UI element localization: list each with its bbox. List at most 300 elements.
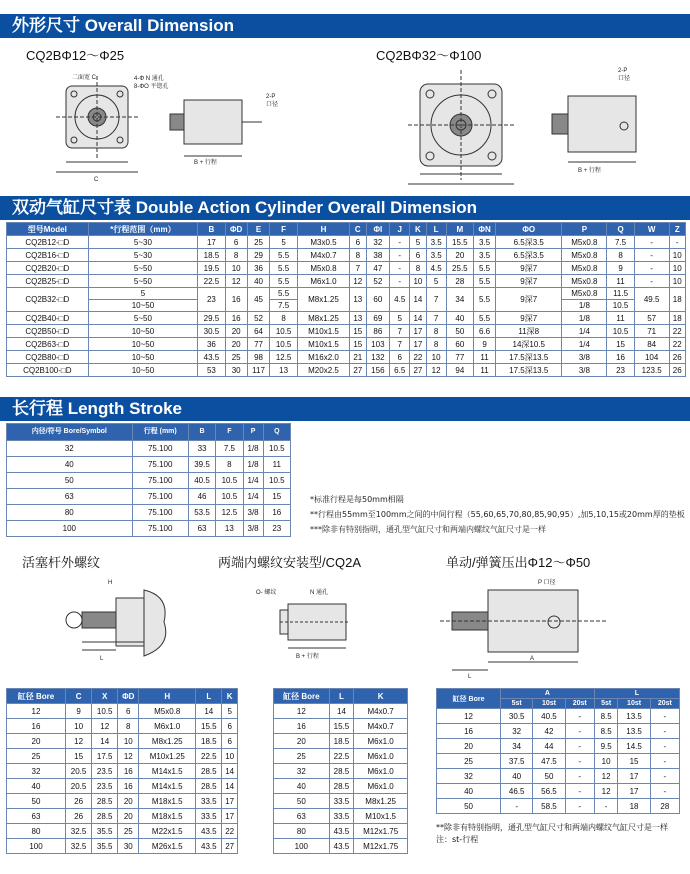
section-overall-dimension: 外形尺寸 Overall Dimension <box>0 14 690 38</box>
table-cell: 104 <box>634 351 669 364</box>
table-cell: 5 <box>426 275 446 288</box>
table-row <box>7 325 686 338</box>
table-cell: 20 <box>437 739 501 754</box>
rod-header-cell: L <box>196 689 222 704</box>
table-cell: 30.5 <box>198 325 225 338</box>
table-cell: 16 <box>118 764 139 779</box>
table-cell: 9.5 <box>594 739 618 754</box>
table-cell: 20.5 <box>66 764 92 779</box>
table-cell: 32 <box>437 769 501 784</box>
table-cell: 35.5 <box>92 839 118 854</box>
table-cell: 16 <box>118 779 139 794</box>
table-cell: 86 <box>366 325 390 338</box>
table-cell: 15 <box>618 754 650 769</box>
table-cell: M12x1.75 <box>354 824 408 839</box>
table-cell: M6x1.0 <box>354 734 408 749</box>
table-cell: 40 <box>247 275 270 288</box>
main-header-cell: K <box>410 223 426 236</box>
female-header-row <box>274 689 408 704</box>
table-cell: 13.5 <box>618 709 650 724</box>
small-bore-drawing <box>36 66 316 190</box>
label-2p: 2-P <box>266 94 276 100</box>
table-cell: 38 <box>366 249 390 262</box>
table-cell: 63 <box>7 809 66 824</box>
table-cell: 16 <box>225 312 247 325</box>
table-cell: 20 <box>118 809 139 824</box>
label-4n: 4-Φ N 通孔 <box>134 76 164 82</box>
table-cell: 50 <box>274 794 330 809</box>
table-row <box>437 754 680 769</box>
table-cell: M14x1.5 <box>139 779 196 794</box>
large-side-body <box>568 96 636 152</box>
table-row <box>7 824 238 839</box>
table-cell: 5.5 <box>474 288 496 312</box>
table-cell: CQ2B40-□D <box>7 312 89 325</box>
table-row <box>274 779 408 794</box>
table-cell: 8 <box>118 719 139 734</box>
table-cell: 22 <box>669 338 685 351</box>
table-cell: 33 <box>188 441 215 457</box>
table-cell: 75.100 <box>132 489 188 505</box>
table-cell: 8 <box>410 262 426 275</box>
table-cell: 10.5 <box>270 338 297 351</box>
table-cell: 16 <box>225 288 247 312</box>
table-cell: 46 <box>188 489 215 505</box>
spring-header-row <box>437 689 680 699</box>
table-cell: 5~50 <box>88 312 198 325</box>
table-cell: 9深7 <box>496 262 562 275</box>
spring-header-a: A <box>501 689 595 699</box>
table-cell: 80 <box>7 505 133 521</box>
table-cell: 23.5 <box>92 779 118 794</box>
table-cell: 49.5 <box>634 288 669 312</box>
table-cell: 15.5 <box>446 236 473 249</box>
table-cell: 5 <box>88 288 198 300</box>
table-cell: 47.5 <box>533 754 565 769</box>
table-cell: 10 <box>669 275 685 288</box>
main-header-cell: C <box>350 223 366 236</box>
table-cell: 40.5 <box>188 473 215 489</box>
table-cell: CQ2B16-□D <box>7 249 89 262</box>
table-cell: 58.5 <box>533 799 565 814</box>
table-cell: 132 <box>366 351 390 364</box>
table-cell: 6 <box>410 249 426 262</box>
table-cell: 10~50 <box>88 338 198 351</box>
label-8o: 8-ΦO 平锪孔 <box>134 84 169 90</box>
table-cell: M18x1.5 <box>139 809 196 824</box>
main-header-cell: ΦI <box>366 223 390 236</box>
spring-notes <box>436 822 668 846</box>
table-cell: 5.5 <box>270 288 297 300</box>
table-cell: - <box>565 769 594 784</box>
table-cell: 10 <box>669 262 685 275</box>
table-row <box>7 457 291 473</box>
table-cell: 10.5 <box>270 325 297 338</box>
table-cell: 17.5深13.5 <box>496 364 562 377</box>
table-cell: 15 <box>350 325 366 338</box>
table-cell: 7 <box>426 312 446 325</box>
table-cell: 42 <box>533 724 565 739</box>
large-bore-drawing <box>392 62 682 190</box>
table-cell: 77 <box>446 351 473 364</box>
table-cell: 44 <box>533 739 565 754</box>
small-side-body <box>184 100 242 144</box>
table-cell: 27 <box>350 364 366 377</box>
table-cell: 32 <box>7 441 133 457</box>
table-cell: 13 <box>216 521 243 537</box>
table-cell: 15 <box>607 338 634 351</box>
table-cell: 4.5 <box>390 288 410 312</box>
table-cell: 6.5深3.5 <box>496 249 562 262</box>
subtitle-female-thread: 两端内螺纹安装型/CQ2A <box>218 555 362 570</box>
table-cell: 23.5 <box>92 764 118 779</box>
length-stroke-table <box>6 423 291 537</box>
table-cell: 8 <box>426 325 446 338</box>
table-cell: M4x0.7 <box>354 719 408 734</box>
table-cell: 7.5 <box>607 236 634 249</box>
table-cell: 5~50 <box>88 262 198 275</box>
table-cell: 52 <box>366 275 390 288</box>
table-cell: 22 <box>410 351 426 364</box>
main-header-cell: L <box>426 223 446 236</box>
table-cell: 3.5 <box>426 236 446 249</box>
table-cell: 80 <box>274 824 330 839</box>
table-cell: 10~50 <box>88 325 198 338</box>
rod-header-cell: H <box>139 689 196 704</box>
table-row <box>437 769 680 784</box>
table-cell: 16 <box>7 719 66 734</box>
table-cell: M20x2.5 <box>297 364 349 377</box>
table-cell: CQ2B12-□D <box>7 236 89 249</box>
table-row <box>437 784 680 799</box>
table-cell: 5.5 <box>474 262 496 275</box>
table-cell: 80 <box>7 824 66 839</box>
table-cell: 43.5 <box>198 351 225 364</box>
table-row <box>7 441 291 457</box>
table-cell: - <box>390 249 410 262</box>
table-cell: 75.100 <box>132 473 188 489</box>
table-cell: - <box>634 236 669 249</box>
table-cell: 40 <box>446 312 473 325</box>
table-cell: 69 <box>366 312 390 325</box>
table-cell: 14 <box>329 704 354 719</box>
table-cell: 8 <box>216 457 243 473</box>
table-cell: 50 <box>7 794 66 809</box>
table-cell: 15 <box>263 489 290 505</box>
table-cell: 40 <box>7 779 66 794</box>
table-cell: 12.5 <box>270 351 297 364</box>
table-cell: 37.5 <box>501 754 533 769</box>
table-cell: 9深7 <box>496 312 562 325</box>
table-cell: 10 <box>225 262 247 275</box>
table-row <box>274 809 408 824</box>
table-cell: 6 <box>118 704 139 719</box>
table-cell: M5x0.8 <box>562 262 607 275</box>
table-cell: 29.5 <box>198 312 225 325</box>
table-cell: 11 <box>607 312 634 325</box>
table-cell: 12 <box>225 275 247 288</box>
table-cell: 10.5 <box>92 704 118 719</box>
table-row <box>7 505 291 521</box>
rod-cylinder-end <box>116 598 144 646</box>
table-cell: 28.5 <box>92 809 118 824</box>
table-cell: 7 <box>390 325 410 338</box>
table-cell: 1/4 <box>562 325 607 338</box>
table-cell: 28 <box>650 799 679 814</box>
table-cell: 21 <box>350 351 366 364</box>
large-side-rod <box>552 114 568 134</box>
table-cell: 9 <box>474 338 496 351</box>
table-cell: - <box>501 799 533 814</box>
table-cell: 6 <box>222 719 238 734</box>
table-cell: 28.5 <box>329 764 354 779</box>
table-row <box>7 364 686 377</box>
rod-header-cell: ΦD <box>118 689 139 704</box>
table-cell: M8x1.25 <box>297 288 349 312</box>
table-cell: 1/8 <box>562 300 607 312</box>
table-cell: 10 <box>222 749 238 764</box>
table-row <box>274 734 408 749</box>
table-cell: M3x0.5 <box>297 236 349 249</box>
table-cell: M5x0.8 <box>562 275 607 288</box>
table-cell: 7.5 <box>270 300 297 312</box>
table-cell: M5x0.8 <box>562 236 607 249</box>
table-cell: 63 <box>188 521 215 537</box>
double-action-header-row <box>7 223 686 236</box>
main-header-cell: M <box>446 223 473 236</box>
main-header-cell: ΦN <box>474 223 496 236</box>
table-cell: 10.5 <box>607 300 634 312</box>
table-cell: 13 <box>350 312 366 325</box>
table-cell: 15 <box>66 749 92 764</box>
table-cell: 63 <box>274 809 330 824</box>
label-port-large: 口径 <box>618 76 631 82</box>
table-cell: 10~50 <box>88 300 198 312</box>
table-cell: - <box>390 236 410 249</box>
table-cell: 7 <box>350 262 366 275</box>
table-cell: 23 <box>198 288 225 312</box>
table-cell: 33.5 <box>329 809 354 824</box>
table-cell: 11深8 <box>496 325 562 338</box>
table-cell: 30.5 <box>501 709 533 724</box>
table-row <box>437 739 680 754</box>
table-cell: 17 <box>222 809 238 824</box>
rod-thread <box>82 612 116 628</box>
table-cell: 40 <box>274 779 330 794</box>
table-cell: 8.5 <box>594 724 618 739</box>
table-cell: 60 <box>446 338 473 351</box>
table-cell: 123.5 <box>634 364 669 377</box>
table-cell: M22x1.5 <box>139 824 196 839</box>
table-cell: 3/8 <box>562 364 607 377</box>
table-cell: M6x1.0 <box>354 764 408 779</box>
table-cell: M10x1.25 <box>139 749 196 764</box>
table-row <box>274 839 408 854</box>
table-cell: 14 <box>410 312 426 325</box>
stroke-header-cell: Q <box>263 424 290 441</box>
table-cell: 40 <box>437 784 501 799</box>
table-cell: 17 <box>618 784 650 799</box>
table-cell: 8.5 <box>594 709 618 724</box>
table-row <box>274 704 408 719</box>
table-cell: 17 <box>618 769 650 784</box>
table-cell: 17 <box>198 236 225 249</box>
table-cell: 3.5 <box>474 249 496 262</box>
label-b-stroke-large: B + 行程 <box>578 168 601 174</box>
rod-cylinder-break <box>144 590 166 656</box>
table-cell: 25 <box>247 236 270 249</box>
main-header-cell: W <box>634 223 669 236</box>
table-cell: 63 <box>7 489 133 505</box>
table-cell: - <box>634 249 669 262</box>
table-cell: 14 <box>196 704 222 719</box>
rod-thread-table <box>6 688 238 854</box>
table-cell: 1/4 <box>562 338 607 351</box>
table-cell: 9 <box>66 704 92 719</box>
table-cell: 27 <box>410 364 426 377</box>
table-cell: 43.5 <box>196 839 222 854</box>
stroke-header-cell: 内径/符号 Bore/Symbol <box>7 424 133 441</box>
table-cell: CQ2B80-□D <box>7 351 89 364</box>
stroke-header-cell: F <box>216 424 243 441</box>
table-cell: 10.5 <box>607 325 634 338</box>
table-cell: 57 <box>634 312 669 325</box>
table-row <box>7 275 686 288</box>
table-cell: 6 <box>350 236 366 249</box>
table-cell: 25 <box>118 824 139 839</box>
table-row <box>7 288 686 300</box>
spring-table <box>436 688 680 814</box>
spring-header-l: L <box>594 689 679 699</box>
label-h: H <box>108 580 113 586</box>
table-cell: 23 <box>607 364 634 377</box>
table-cell: 33.5 <box>196 794 222 809</box>
table-cell: 1/8 <box>243 457 263 473</box>
table-cell: CQ2B50-□D <box>7 325 89 338</box>
table-cell: 12 <box>274 704 330 719</box>
table-row <box>7 262 686 275</box>
drawing-title-small: CQ2BΦ12～Φ25 <box>26 48 125 63</box>
table-cell: 5~30 <box>88 249 198 262</box>
table-cell: 3/8 <box>562 351 607 364</box>
table-cell: M4x0.7 <box>297 249 349 262</box>
table-cell: 5.5 <box>270 249 297 262</box>
table-row <box>7 794 238 809</box>
main-header-cell: ΦO <box>496 223 562 236</box>
table-row <box>7 312 686 325</box>
table-cell: M10x1.5 <box>354 809 408 824</box>
table-cell: 10 <box>669 249 685 262</box>
table-row <box>7 719 238 734</box>
table-cell: 53.5 <box>188 505 215 521</box>
table-cell: 19.5 <box>198 262 225 275</box>
table-row <box>7 236 686 249</box>
label-p-port: P 口径 <box>538 580 556 586</box>
label-o-thread: O- 螺纹 <box>256 590 277 596</box>
label-b-stroke: B + 行程 <box>194 160 217 166</box>
table-cell: 10.5 <box>263 473 290 489</box>
table-cell: M6x1.0 <box>297 275 349 288</box>
female-header-cell: L <box>329 689 354 704</box>
subtitle-rod-thread: 活塞杆外螺纹 <box>22 555 101 570</box>
table-row <box>7 249 686 262</box>
table-cell: 8 <box>270 312 297 325</box>
table-cell: 8 <box>426 338 446 351</box>
table-row <box>274 764 408 779</box>
table-cell: 14 <box>410 288 426 312</box>
table-cell: 29 <box>247 249 270 262</box>
spring-subheader-cell: 10st <box>533 699 565 709</box>
table-cell: 1/8 <box>562 312 607 325</box>
table-cell: 14 <box>222 764 238 779</box>
table-cell: 20 <box>446 249 473 262</box>
table-cell: M16x2.0 <box>297 351 349 364</box>
main-header-cell: F <box>270 223 297 236</box>
main-header-cell: Z <box>669 223 685 236</box>
table-row <box>7 338 686 351</box>
table-cell: 32.5 <box>66 839 92 854</box>
label-c-dim: C <box>94 177 99 183</box>
table-cell: 12 <box>350 275 366 288</box>
label-2p-large: 2-P <box>618 68 628 74</box>
table-cell: 32 <box>7 764 66 779</box>
rod-header-cell: C <box>66 689 92 704</box>
table-cell: 10 <box>118 734 139 749</box>
spring-subheader-cell: 20st <box>650 699 679 709</box>
table-cell: 6 <box>222 734 238 749</box>
table-cell: 52 <box>247 312 270 325</box>
table-row <box>437 799 680 814</box>
table-cell: 4.5 <box>426 262 446 275</box>
table-cell: - <box>594 799 618 814</box>
table-cell: 64 <box>247 325 270 338</box>
table-cell: 18.5 <box>198 249 225 262</box>
table-row <box>7 764 238 779</box>
table-cell: - <box>565 784 594 799</box>
table-cell: CQ2B25-□D <box>7 275 89 288</box>
table-cell: 100 <box>7 521 133 537</box>
table-cell: 12 <box>92 719 118 734</box>
table-cell: 13 <box>350 288 366 312</box>
table-cell: 20 <box>7 734 66 749</box>
table-cell: 22.5 <box>329 749 354 764</box>
table-cell: - <box>565 724 594 739</box>
table-cell: 25.5 <box>446 262 473 275</box>
table-cell: 1/8 <box>243 441 263 457</box>
table-cell: 10.5 <box>216 473 243 489</box>
table-row <box>437 724 680 739</box>
table-cell: 36 <box>247 262 270 275</box>
table-cell: 10 <box>410 275 426 288</box>
table-cell: 25 <box>437 754 501 769</box>
table-cell: - <box>650 739 679 754</box>
table-cell: 5~30 <box>88 236 198 249</box>
table-cell: 16 <box>437 724 501 739</box>
table-cell: 5.5 <box>270 262 297 275</box>
table-cell: 16 <box>607 351 634 364</box>
table-cell: - <box>565 754 594 769</box>
table-cell: 45 <box>247 288 270 312</box>
table-cell: CQ2B20-□D <box>7 262 89 275</box>
table-row <box>274 824 408 839</box>
table-cell: 12 <box>594 784 618 799</box>
table-cell: 20 <box>225 338 247 351</box>
table-cell: 28.5 <box>196 779 222 794</box>
table-cell: 7 <box>426 288 446 312</box>
label-hex-b: 二面宽 C <box>72 75 97 81</box>
spring-header-bore: 缸径 Bore <box>437 689 501 709</box>
rod-header-cell: K <box>222 689 238 704</box>
